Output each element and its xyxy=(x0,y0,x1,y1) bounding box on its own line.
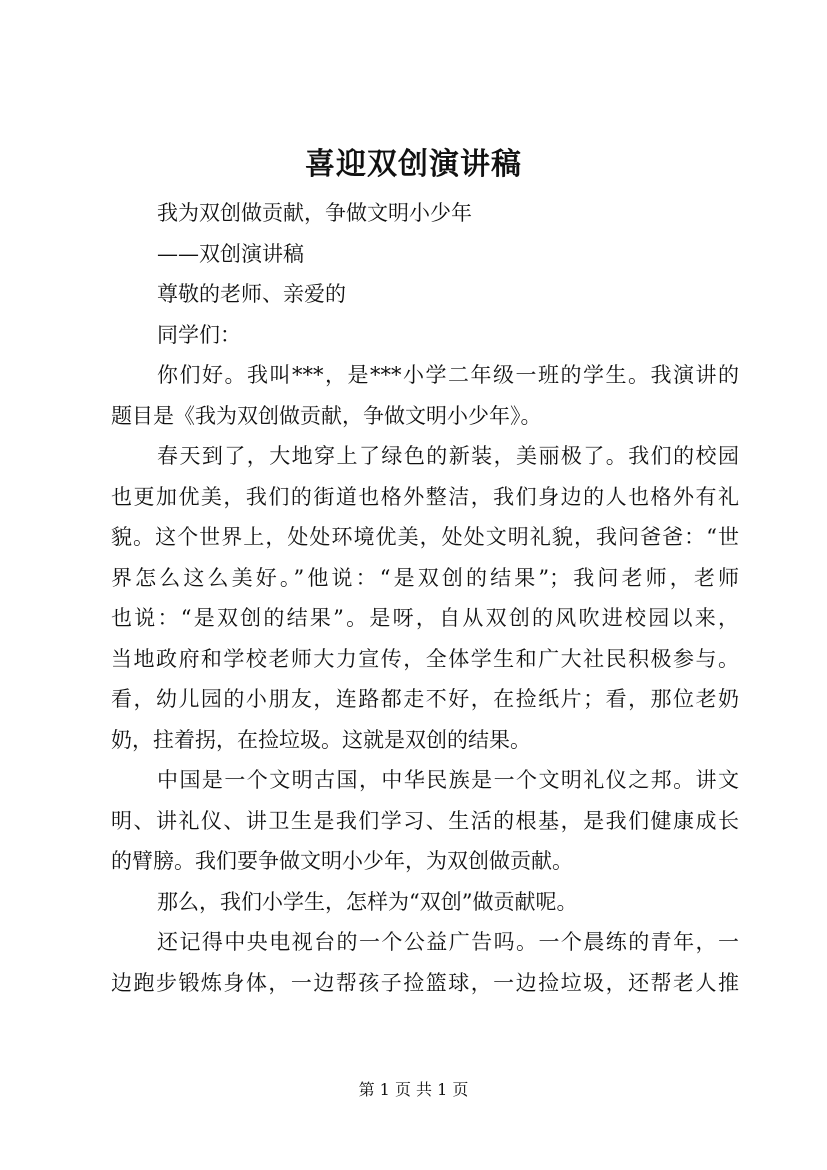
document-body xyxy=(111,193,739,1003)
paragraph-line: 题目是《我为双创做贡献，争做文明小少年》。 xyxy=(111,403,542,428)
document-title: 喜迎双创演讲稿 xyxy=(305,147,522,182)
paragraph-line: 明、讲礼仪、讲卫生是我们学习、生活的根基，是我们健康成长 xyxy=(111,808,739,833)
paragraph-line: 还记得中央电视台的一个公益广告吗。一个晨练的青年，一 xyxy=(157,930,739,954)
paragraph-line: 中国是一个文明古国，中华民族是一个文明礼仪之邦。讲文 xyxy=(157,768,739,792)
page-number-footer: 第 1 页 共 1 页 xyxy=(358,1080,469,1099)
paragraph-line: 你们好。我叫***，是***小学二年级一班的学生。我演讲的 xyxy=(157,363,739,387)
paragraph-line: 看，幼儿园的小朋友，连路都走不好，在捡纸片；看，那位老奶 xyxy=(111,687,739,711)
paragraph-line: 边跑步锻炼身体，一边帮孩子捡篮球，一边捡垃圾，还帮老人推 xyxy=(111,970,739,995)
salutation-line: 尊敬的老师、亲爱的 xyxy=(157,282,346,306)
paragraph-line: 貌。这个世界上，处处环境优美，处处文明礼貌，我问爸爸：“世 xyxy=(111,525,739,549)
paragraph-line: 当地政府和学校老师大力宣传，全体学生和广大社民积极参与。 xyxy=(111,646,739,671)
salutation-line: 同学们： xyxy=(157,322,241,347)
paragraph-line: 也说：“是双创的结果”。是呀，自从双创的风吹进校园以来， xyxy=(111,606,739,630)
paragraph-line: 奶，拄着拐，在捡垃圾。这就是双创的结果。 xyxy=(111,727,531,752)
paragraph-line: 也更加优美，我们的街道也格外整洁，我们身边的人也格外有礼 xyxy=(111,484,739,509)
paragraph-line: 那么，我们小学生，怎样为“双创”做贡献呢。 xyxy=(157,889,578,914)
paragraph-line: 的臂膀。我们要争做文明小少年，为双创做贡献。 xyxy=(111,849,573,873)
paragraph-line: 界怎么这么美好。”他说：“是双创的结果”；我问老师，老师 xyxy=(111,565,739,590)
paragraph-line: 春天到了，大地穿上了绿色的新装，美丽极了。我们的校园 xyxy=(157,444,739,468)
subtitle-line: ——双创演讲稿 xyxy=(157,241,304,266)
subtitle-line: 我为双创做贡献，争做文明小少年 xyxy=(157,201,472,225)
